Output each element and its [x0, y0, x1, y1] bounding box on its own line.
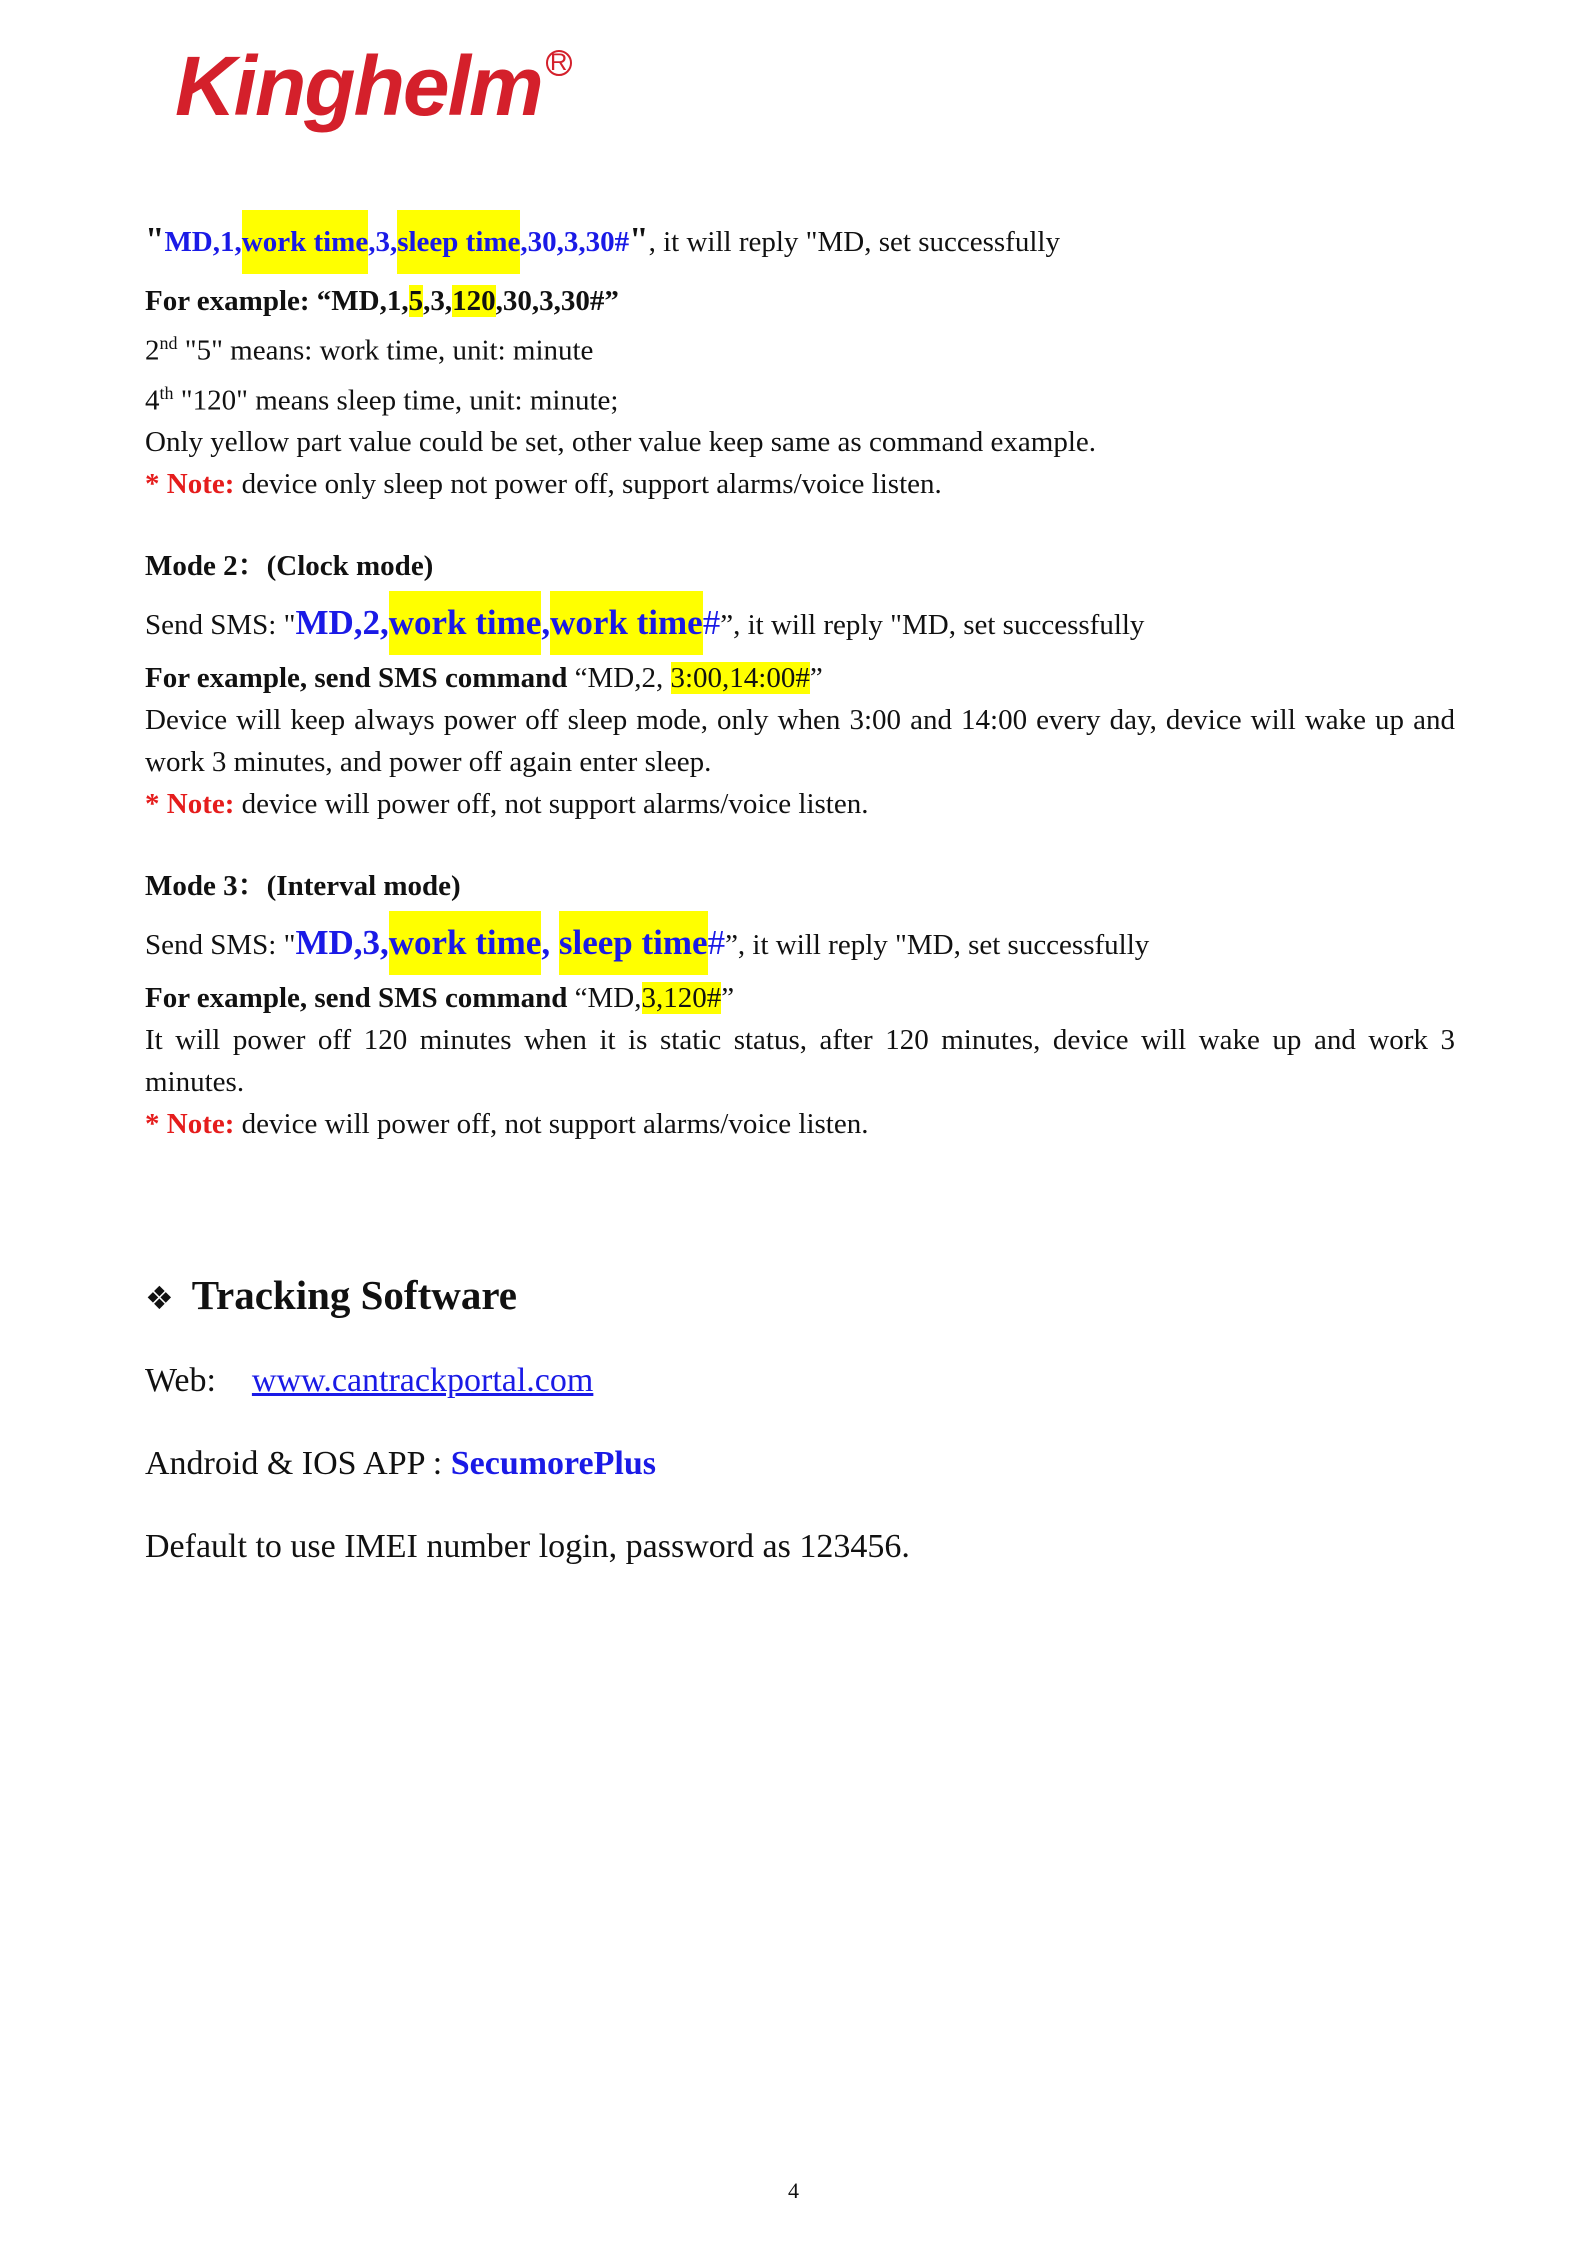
example-cmd: “MD,2, [567, 662, 671, 695]
mode1-sleep-desc [145, 372, 1455, 422]
mode2-cmd-work-time-2: work time [550, 591, 703, 655]
mode3-cmd-work-time: work time [389, 911, 542, 975]
send-sms-label: Send SMS: " [145, 609, 296, 642]
app-line [145, 1439, 1455, 1489]
mode1-yellow-note: Only yellow part value could be set, other value keep same as command example. [145, 426, 1097, 459]
example-cmd: “MD, [567, 982, 642, 1015]
note-label: * Note: [145, 1108, 235, 1141]
mode1-cmd-work-time: work time [242, 210, 368, 274]
document-body [145, 190, 1455, 1572]
ordinal-base: 2 [145, 334, 160, 367]
mode3-command-line [145, 911, 1455, 975]
mode1-cmd-suffix: ,30,3,30# [520, 226, 630, 258]
quote-close: " [629, 220, 649, 259]
logo-text: Kinghelm [175, 39, 542, 133]
note-text: device will power off, not support alarms/voice listen. [234, 788, 869, 821]
send-sms-label: Send SMS: " [145, 929, 296, 962]
heading-text: Tracking Software [191, 1272, 518, 1319]
mode3-cmd-comma: , [541, 923, 559, 963]
mode2-cmd-comma: , [541, 603, 551, 643]
mode2-cmd-prefix: MD,2, [295, 603, 389, 643]
mode3-title: Mode 3：(Interval mode) [145, 870, 461, 903]
mode3-cmd-sleep-time: sleep time [559, 911, 708, 975]
mode2-cmd-work-time-1: work time [389, 591, 542, 655]
diamond-bullet-icon: ❖ [145, 1279, 174, 1318]
mode1-example-sleep-value: 120 [452, 285, 496, 317]
mode2-cmd-end: # [702, 603, 721, 643]
ordinal-sup: nd [159, 333, 178, 353]
mode1-cmd-prefix: MD,1, [164, 226, 242, 258]
mode3-reply: ”, it will reply "MD, set successfully [725, 929, 1150, 962]
sleep-desc-text: "120" means sleep time, unit: minute; [173, 384, 619, 417]
example-label: For example, send SMS command [145, 982, 568, 1015]
example-close: ” [721, 982, 735, 1015]
mode3-note [145, 1103, 1455, 1145]
mode1-cmd-sleep-time: sleep time [397, 210, 520, 274]
tracking-software-heading [145, 1265, 1455, 1328]
ordinal-sup: th [159, 382, 174, 403]
mode1-example-mid: ,3, [423, 285, 453, 317]
work-desc-text: "5" means: work time, unit: minute [177, 334, 594, 367]
mode1-example [145, 280, 1455, 322]
mode3-example [145, 977, 1455, 1019]
note-label: * Note: [145, 468, 235, 501]
mode2-note [145, 783, 1455, 825]
registered-mark: R [546, 50, 572, 76]
mode2-example [145, 657, 1455, 699]
mode2-description: Device will keep always power off sleep mode, only when 3:00 and 14:00 every day, device will wake up and work 3 minutes, and power off again enter sleep. [145, 704, 1455, 779]
page-number: 4 [788, 2178, 799, 2203]
app-label: Android & IOS APP : [145, 1445, 451, 1483]
mode2-reply: ”, it will reply "MD, set successfully [720, 609, 1145, 642]
ordinal-base: 4 [145, 384, 160, 417]
example-highlight: 3:00,14:00# [670, 662, 810, 695]
mode2-command-line [145, 591, 1455, 655]
mode1-command-line [145, 210, 1455, 274]
kinghelm-logo [175, 39, 568, 133]
mode1-work-desc [145, 322, 1455, 372]
web-line [145, 1356, 1455, 1406]
example-label: For example, send SMS command [145, 662, 568, 695]
example-highlight: 3,120# [641, 982, 722, 1015]
note-text: device will power off, not support alarms/voice listen. [234, 1108, 869, 1141]
mode3-description: It will power off 120 minutes when it is static status, after 120 minutes, device will wake up and work 3 minutes. [145, 1024, 1455, 1099]
web-portal-link[interactable]: www.cantrackportal.com [251, 1362, 594, 1400]
mode2-title: Mode 2：(Clock mode) [145, 550, 434, 583]
app-name: SecumorePlus [450, 1445, 656, 1483]
note-text: device only sleep not power off, support alarms/voice listen. [234, 468, 942, 501]
mode1-note [145, 463, 1455, 505]
mode1-cmd-mid: ,3, [368, 226, 398, 258]
mode1-example-suffix: ,30,3,30#” [495, 285, 619, 317]
note-label: * Note: [145, 788, 235, 821]
mode1-example-prefix: For example: “MD,1, [145, 285, 409, 317]
default-login-text: Default to use IMEI number login, password as 123456. [145, 1528, 910, 1566]
mode3-cmd-prefix: MD,3, [295, 923, 389, 963]
quote-open: " [145, 220, 165, 259]
web-label: Web: [145, 1362, 216, 1400]
mode3-cmd-end: # [707, 923, 726, 963]
example-close: ” [809, 662, 823, 695]
mode1-reply: , it will reply "MD, set successfully [648, 226, 1060, 258]
mode1-example-work-value: 5 [408, 285, 424, 317]
